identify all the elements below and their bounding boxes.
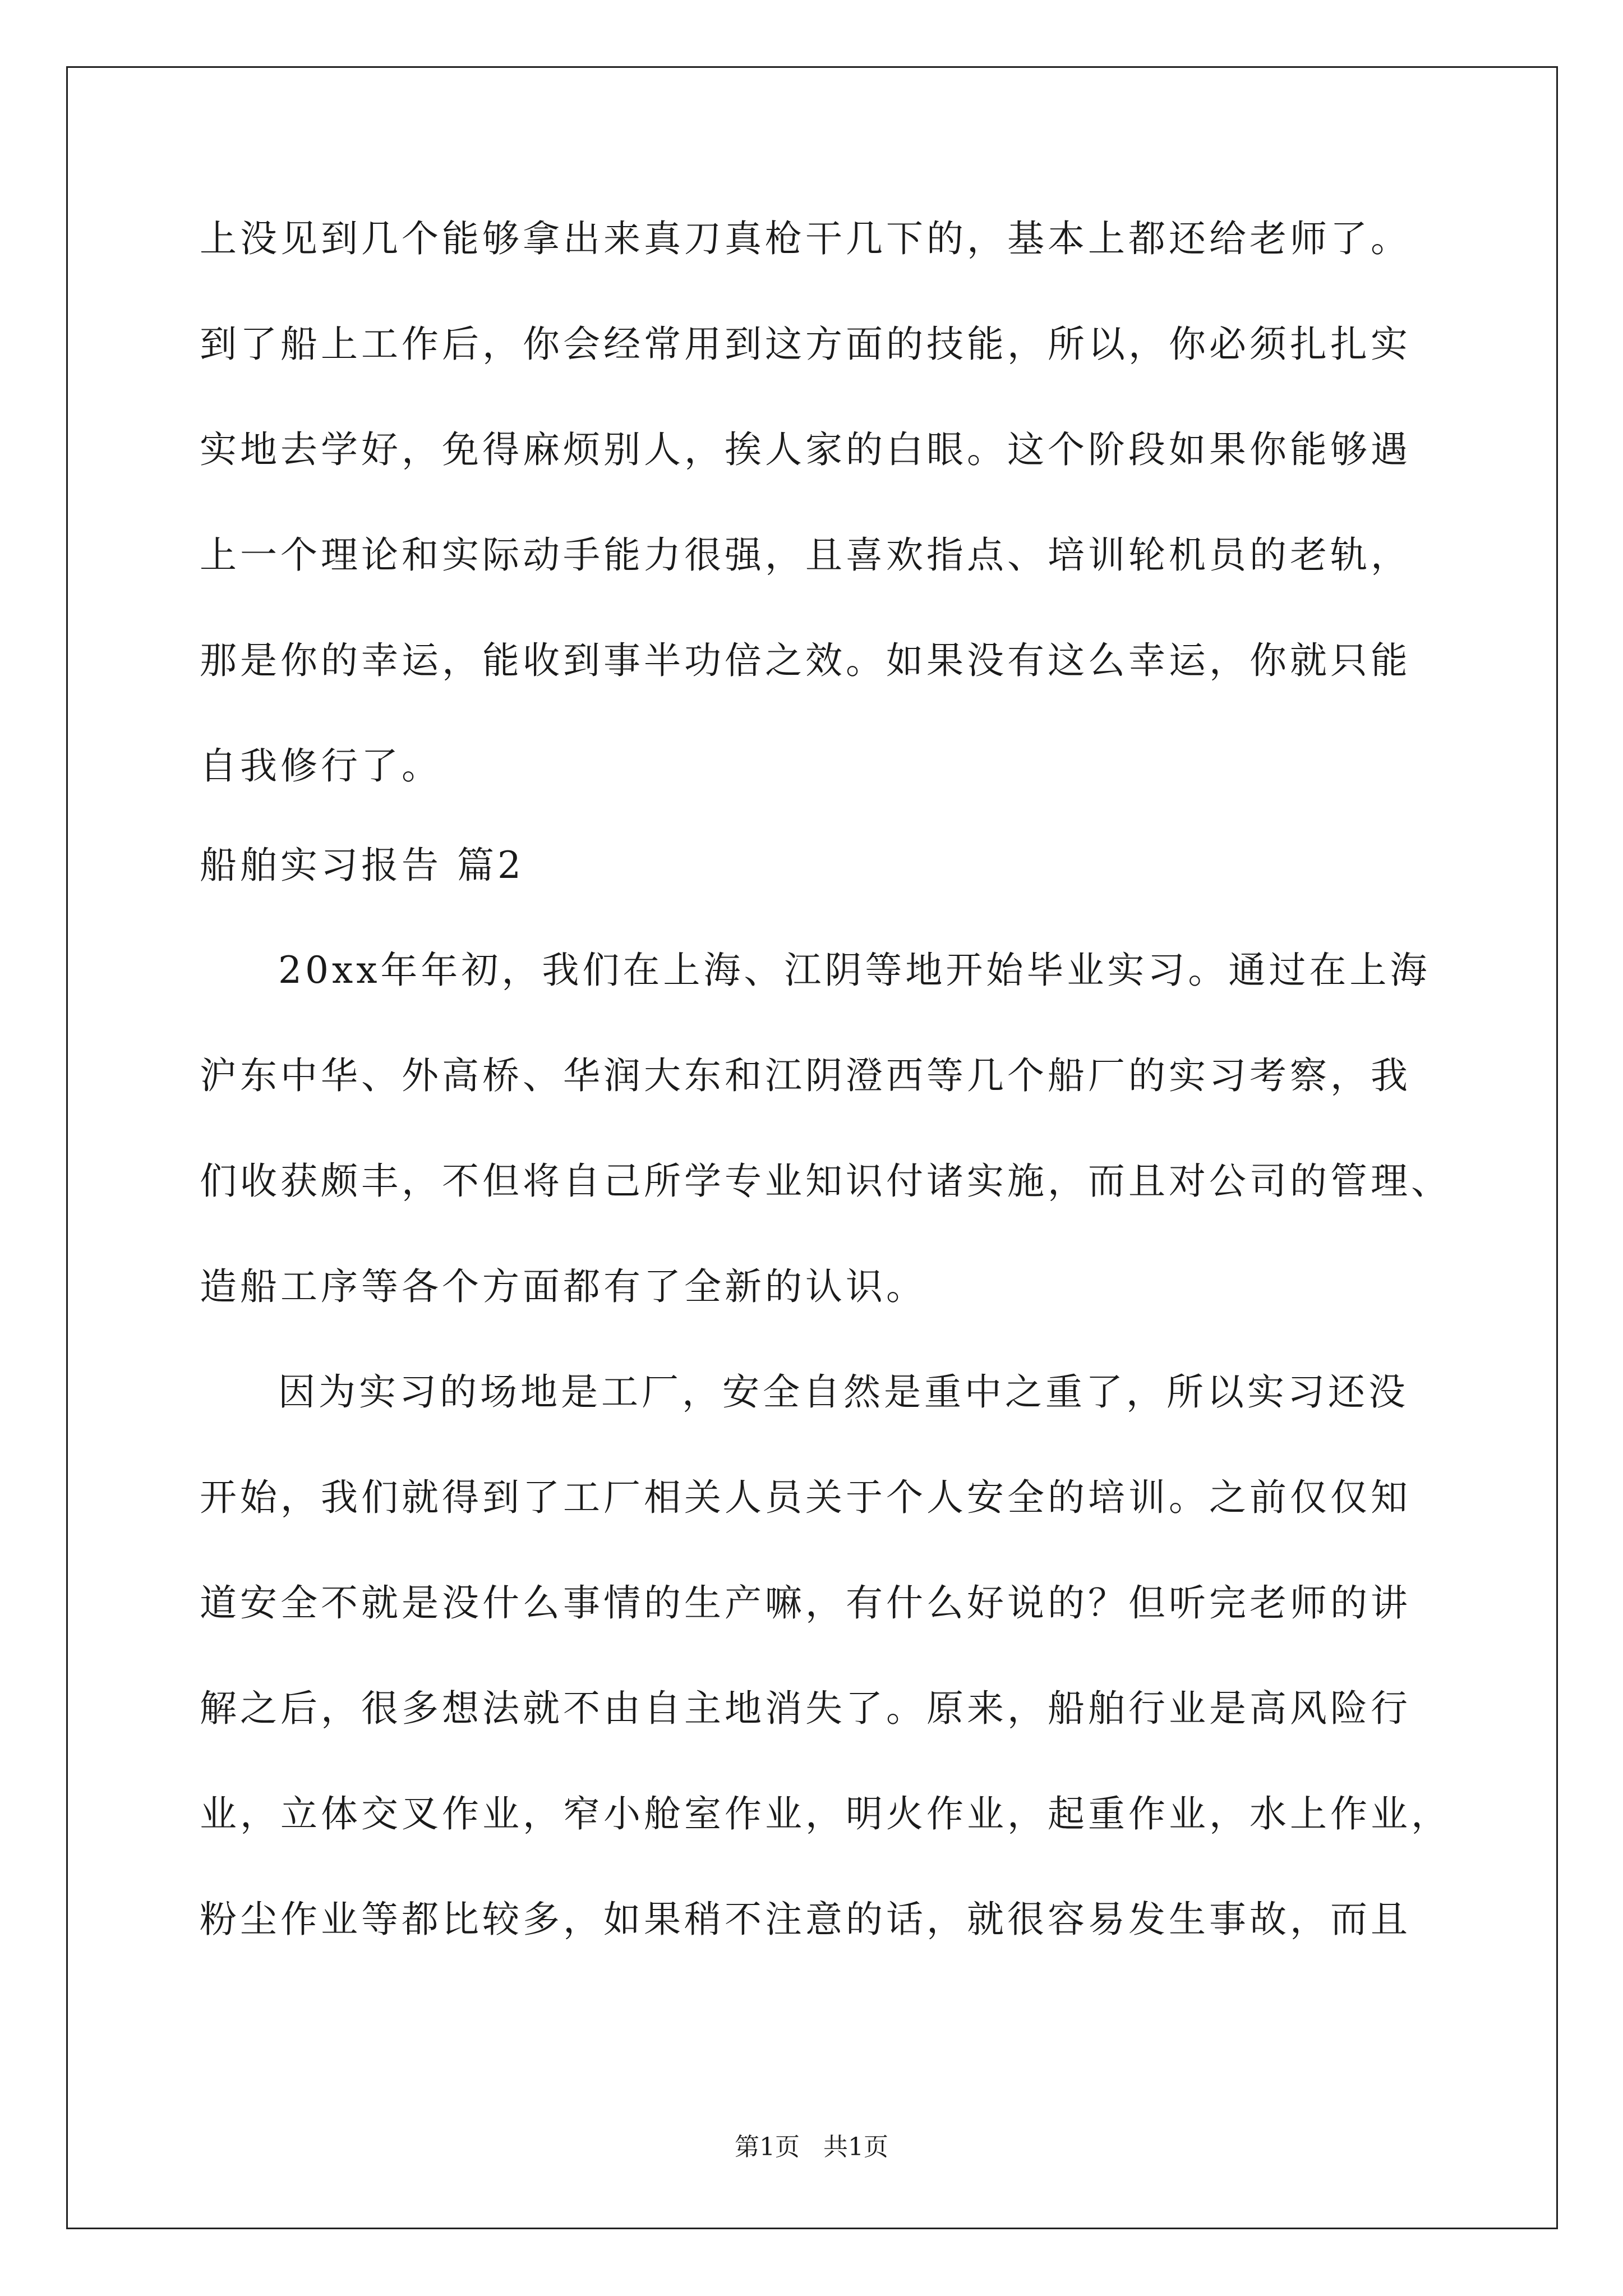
text-line: 上没见到几个能够拿出来真刀真枪干几下的，基本上都还给老师了。 (200, 217, 1411, 260)
text-line: 开始，我们就得到了工厂相关人员关于个人安全的培训。之前仅仅知 (200, 1476, 1411, 1519)
section-heading: 船舶实习报告 篇2 (200, 844, 524, 887)
text-line: 上一个理论和实际动手能力很强，且喜欢指点、培训轮机员的老轨， (200, 533, 1411, 577)
text-line: 到了船上工作后，你会经常用到这方面的技能，所以，你必须扎扎实 (200, 323, 1411, 366)
text-line: 实地去学好，免得麻烦别人，挨人家的白眼。这个阶段如果你能够遇 (200, 428, 1411, 471)
text-line: 20xx年年初，我们在上海、江阴等地开始毕业实习。通过在上海 (278, 949, 1431, 992)
text-line: 粉尘作业等都比较多，如果稍不注意的话，就很容易发生事故，而且 (200, 1898, 1411, 1941)
text-line: 因为实习的场地是工厂，安全自然是重中之重了，所以实习还没 (278, 1370, 1409, 1414)
text-line: 们收获颇丰，不但将自己所学专业知识付诸实施，而且对公司的管理、 (200, 1159, 1451, 1203)
text-line: 业，立体交叉作业，窄小舱室作业，明火作业，起重作业，水上作业， (200, 1792, 1451, 1835)
text-line: 造船工序等各个方面都有了全新的认识。 (200, 1265, 926, 1308)
text-line: 道安全不就是没什么事情的生产嘛，有什么好说的？但听完老师的讲 (200, 1581, 1411, 1625)
text-line: 沪东中华、外高桥、华润大东和江阴澄西等几个船厂的实习考察，我 (200, 1054, 1411, 1097)
text-line: 解之后，很多想法就不由自主地消失了。原来，船舶行业是高风险行 (200, 1687, 1411, 1730)
page-footer: 第1页 共1页 (735, 2133, 888, 2161)
text-line: 那是你的幸运，能收到事半功倍之效。如果没有这么幸运，你就只能 (200, 639, 1411, 682)
text-line: 自我修行了。 (200, 744, 442, 788)
